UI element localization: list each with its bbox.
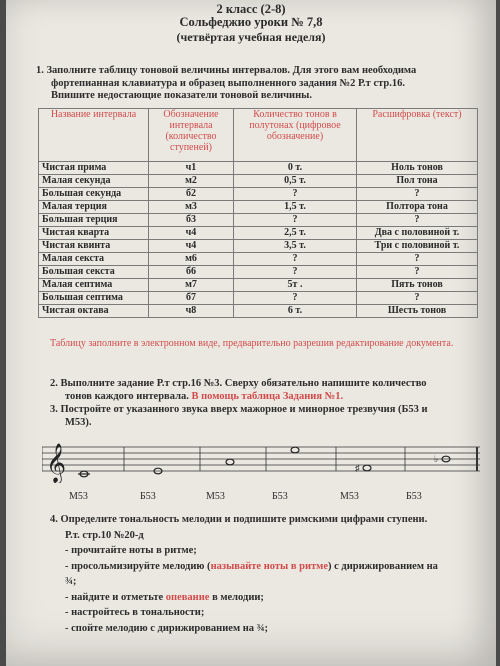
interval-name-cell: Большая секста: [39, 266, 149, 279]
table-row: [39, 175, 478, 188]
tone-text-cell: ?: [357, 292, 478, 305]
chord-label: М53: [69, 491, 88, 502]
table-row: [39, 162, 478, 175]
tone-count-cell: 3,5 т.: [234, 240, 357, 253]
tone-text-cell: ?: [357, 188, 478, 201]
note-icon: [291, 447, 299, 453]
tone-count-cell: 1,5 т.: [234, 201, 357, 214]
interval-name-cell: Малая секста: [39, 253, 149, 266]
music-staff: [42, 437, 480, 483]
table-body: [39, 162, 478, 318]
chord-label: Б53: [406, 491, 422, 502]
task-1-line-2: фортепианная клавиатура и образец выполненного задания №2 Р.т стр.16.: [51, 77, 406, 89]
task-4-line-1: 4. Определите тональность мелодии и подпишите римскими цифрами ступени.: [50, 514, 428, 525]
chord-label: Б53: [140, 491, 156, 502]
task-4-line-8: - спойте мелодию с дирижированием на ¾;: [65, 622, 269, 634]
interval-symbol-cell: ч1: [149, 162, 234, 175]
sharp-icon: ♯: [355, 463, 360, 473]
grade-title: 2 класс (2-8): [216, 2, 286, 16]
interval-symbol-cell: м3: [149, 201, 234, 214]
table-row: [39, 279, 478, 292]
task-3: [50, 404, 490, 429]
interval-name-cell: Чистая прима: [39, 162, 149, 175]
note-icon: [363, 465, 371, 471]
task-1-line-1: 1. Заполните таблицу тоновой величины интервалов. Для этого вам необходима: [36, 65, 417, 76]
tone-count-cell: ?: [234, 188, 357, 201]
tone-text-cell: Два с половиной т.: [357, 227, 478, 240]
interval-symbol-cell: ч4: [149, 240, 234, 253]
task-2: [50, 378, 490, 403]
table-note: Таблицу заполните в электронном виде, предварительно разрешив редактирование документа.: [50, 338, 454, 349]
tone-text-cell: Шесть тонов: [357, 305, 478, 318]
table-row: [39, 292, 478, 305]
task-1: [36, 65, 491, 103]
table-row: [39, 266, 478, 279]
interval-symbol-cell: б6: [149, 266, 234, 279]
task-2-line-2: тонов каждого интервала. В помощь таблица Задания №1.: [65, 390, 344, 402]
tone-count-cell: 2,5 т.: [234, 227, 357, 240]
interval-symbol-cell: м2: [149, 175, 234, 188]
table-row: [39, 305, 478, 318]
interval-name-cell: Малая терция: [39, 201, 149, 214]
tone-text-cell: ?: [357, 214, 478, 227]
interval-symbol-cell: б2: [149, 188, 234, 201]
worksheet-page: [6, 0, 496, 666]
column-header: Расшифровка (текст): [357, 109, 478, 162]
interval-name-cell: Чистая кварта: [39, 227, 149, 240]
column-header: Название интервала: [39, 109, 149, 162]
task-3-line-2: М53).: [65, 416, 92, 428]
lesson-title: Сольфеджио уроки № 7,8: [179, 15, 323, 29]
table-row: [39, 240, 478, 253]
task-2-line-1: 2. Выполните задание Р.т стр.16 №3. Сверху обязательно напишите количество: [50, 378, 427, 389]
tone-count-cell: ?: [234, 292, 357, 305]
tone-count-cell: ?: [234, 253, 357, 266]
task-3-line-1: 3. Постройте от указанного звука вверх мажорное и минорное трезвучия (Б53 и: [50, 404, 428, 415]
tone-count-cell: 5т .: [234, 279, 357, 292]
task-4: [50, 512, 480, 636]
interval-name-cell: Малая секунда: [39, 175, 149, 188]
interval-symbol-cell: б7: [149, 292, 234, 305]
tone-text-cell: ?: [357, 266, 478, 279]
task-1-line-3: Впишите недостающие показатели тоновой величины.: [51, 90, 312, 101]
task-4-line-5: ¾;: [65, 576, 77, 587]
chord-label: М53: [206, 491, 225, 502]
task-4-highlight: опевание: [165, 591, 210, 603]
interval-name-cell: Малая септима: [39, 279, 149, 292]
interval-symbol-cell: ч4: [149, 227, 234, 240]
note-icon: [226, 459, 234, 465]
flat-icon: ♭: [434, 454, 439, 464]
task-4-line-4: - просольмизируйте мелодию (называйте ноты в ритме) с дирижированием на: [65, 560, 438, 572]
interval-symbol-cell: м7: [149, 279, 234, 292]
interval-table: [38, 108, 478, 318]
interval-name-cell: Большая септима: [39, 292, 149, 305]
table-row: [39, 201, 478, 214]
table-header-row: [39, 109, 478, 162]
tone-count-cell: ?: [234, 266, 357, 279]
tone-text-cell: Ноль тонов: [357, 162, 478, 175]
tone-count-cell: 0 т.: [234, 162, 357, 175]
interval-name-cell: Большая секунда: [39, 188, 149, 201]
interval-symbol-cell: б3: [149, 214, 234, 227]
task-4-line-2: Р.т. стр.10 №20-д: [65, 529, 144, 541]
task-4-line-7: - настройтесь в тональности;: [65, 607, 205, 618]
task-2-hint: В помощь таблица Задания №1.: [191, 390, 344, 402]
tone-text-cell: ?: [357, 253, 478, 266]
chord-label: Б53: [272, 491, 288, 502]
tone-count-cell: 6 т.: [234, 305, 357, 318]
tone-text-cell: Три с половиной т.: [357, 240, 478, 253]
task-4-line-3: - прочитайте ноты в ритме;: [65, 545, 197, 556]
table-row: [39, 227, 478, 240]
tone-text-cell: Полтора тона: [357, 201, 478, 214]
column-header: Обозначение интервала (количество ступеней): [149, 109, 234, 162]
treble-clef-icon: 𝄞: [46, 443, 67, 483]
week-subtitle: (четвёртая учебная неделя): [176, 30, 326, 44]
tone-count-cell: ?: [234, 214, 357, 227]
interval-name-cell: Большая терция: [39, 214, 149, 227]
task-4-line-6: - найдите и отметьте опевание в мелодии;: [65, 591, 264, 603]
interval-name-cell: Чистая октава: [39, 305, 149, 318]
column-header: Количество тонов в полутонах (цифровое обозначение): [234, 109, 357, 162]
interval-name-cell: Чистая квинта: [39, 240, 149, 253]
interval-symbol-cell: ч8: [149, 305, 234, 318]
table-row: [39, 253, 478, 266]
table-row: [39, 188, 478, 201]
tone-count-cell: 0,5 т.: [234, 175, 357, 188]
task-4-hint: называйте ноты в ритме: [210, 560, 328, 572]
tone-text-cell: Пол тона: [357, 175, 478, 188]
chord-label: М53: [340, 491, 359, 502]
table-row: [39, 214, 478, 227]
tone-text-cell: Пять тонов: [357, 279, 478, 292]
interval-symbol-cell: м6: [149, 253, 234, 266]
